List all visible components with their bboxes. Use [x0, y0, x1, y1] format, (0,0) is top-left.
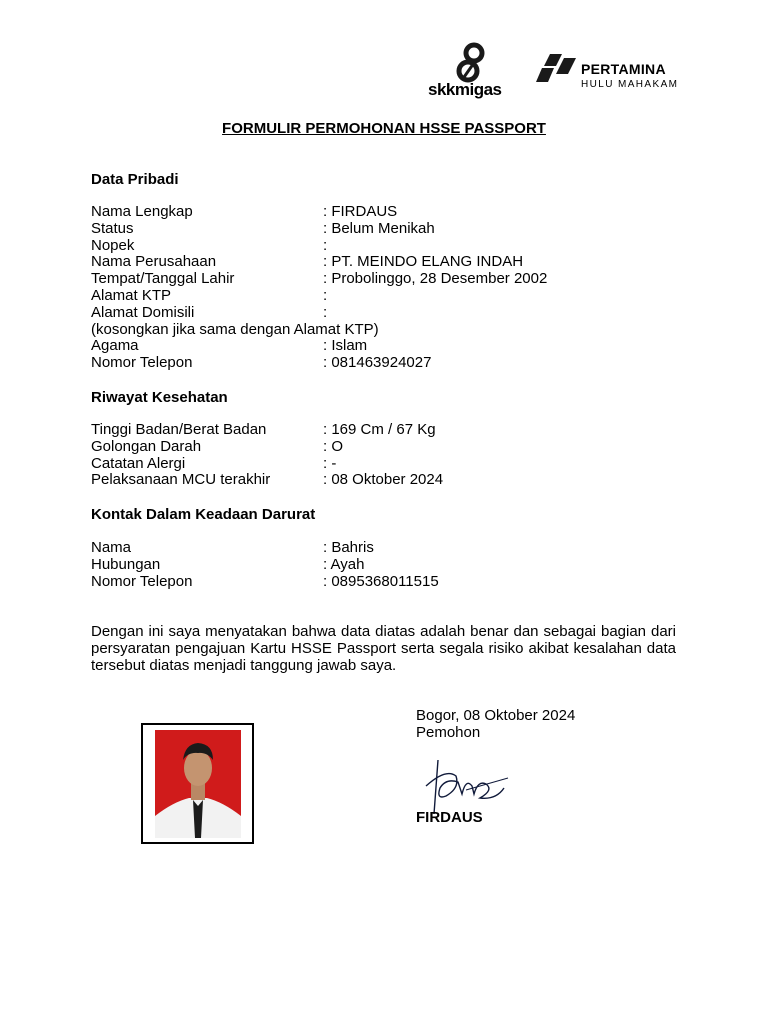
- field-label: Nomor Telepon: [91, 354, 193, 372]
- field-label: Alamat Domisili: [91, 303, 195, 321]
- field-label: Tempat/Tanggal Lahir: [91, 270, 235, 288]
- field-label: Nama Lengkap: [91, 203, 193, 220]
- section-heading: Kontak Dalam Keadaan Darurat: [91, 506, 316, 523]
- field-label: Tinggi Badan/Berat Badan: [91, 421, 267, 438]
- field-row: [91, 355, 691, 372]
- field-row: [91, 456, 691, 473]
- field-row: [91, 439, 691, 456]
- field-value: : Belum Menikah: [323, 219, 435, 237]
- pertamina-subtitle: HULU MAHAKAM: [581, 79, 679, 90]
- signer-role: Pemohon: [416, 723, 481, 741]
- field-value: : O: [323, 437, 344, 455]
- field-label: Alamat KTP: [91, 286, 172, 304]
- declaration-statement: Dengan ini saya menyatakan bahwa data diatas adalah benar dan sebagai bagian dari persyaratan pengajuan Kartu HSSE Passport serta segala risiko akibat kesalahan data tersebut diatas menjadi tanggung jawab saya.: [91, 623, 676, 674]
- person-portrait-icon: [155, 730, 241, 838]
- pertamina-name: PERTAMINA: [581, 61, 666, 77]
- field-label: Status: [91, 219, 134, 237]
- signer-name: FIRDAUS: [416, 809, 483, 826]
- field-row: [91, 574, 691, 591]
- field-row: [91, 238, 691, 255]
- section-heading: Riwayat Kesehatan: [91, 389, 228, 406]
- section-kontak-darurat: [91, 506, 691, 590]
- field-label: Golongan Darah: [91, 437, 202, 455]
- applicant-photo: [155, 730, 241, 838]
- field-note-text: (kosongkan jika sama dengan Alamat KTP): [91, 320, 379, 338]
- field-value: :: [323, 303, 328, 321]
- field-value: : 08 Oktober 2024: [323, 471, 444, 489]
- field-row: [91, 204, 691, 221]
- signature-block: [416, 707, 616, 826]
- field-label: Catatan Alergi: [91, 454, 186, 472]
- applicant-photo-frame: [141, 723, 254, 844]
- field-value: : 169 Cm / 67 Kg: [323, 421, 436, 438]
- handwritten-signature-icon: [416, 748, 516, 818]
- field-value: : -: [323, 454, 337, 472]
- pertamina-mark-icon: [536, 52, 578, 84]
- field-value: :: [323, 286, 328, 304]
- field-value: : Ayah: [323, 555, 365, 573]
- field-row: [91, 557, 691, 574]
- field-value: : FIRDAUS: [323, 203, 398, 220]
- section-riwayat-kesehatan: [91, 389, 691, 489]
- field-value: : 081463924027: [323, 354, 432, 372]
- field-value: :: [323, 236, 328, 254]
- field-value: : Islam: [323, 337, 368, 355]
- field-row: [91, 254, 691, 271]
- field-label: Hubungan: [91, 555, 161, 573]
- skkmigas-wordmark: skkmigas: [428, 80, 502, 99]
- field-row: [91, 540, 691, 557]
- field-row: [91, 472, 691, 489]
- field-value: : Probolinggo, 28 Desember 2002: [323, 270, 548, 288]
- field-row: [91, 288, 691, 305]
- field-row: [91, 422, 691, 439]
- field-row: [91, 221, 691, 238]
- field-value: : 0895368011515: [323, 572, 439, 590]
- field-value: : Bahris: [323, 539, 374, 556]
- field-row: [91, 271, 691, 288]
- field-label: Nama: [91, 539, 132, 556]
- field-row: [91, 338, 691, 355]
- field-row: [91, 305, 691, 322]
- field-label: Nama Perusahaan: [91, 253, 217, 271]
- field-value: : PT. MEINDO ELANG INDAH: [323, 253, 524, 271]
- field-label: Nomor Telepon: [91, 572, 193, 590]
- field-label: Nopek: [91, 236, 135, 254]
- pertamina-logo: [536, 52, 686, 92]
- skkmigas-logo: [426, 42, 522, 100]
- field-label: Pelaksanaan MCU terakhir: [91, 471, 271, 489]
- field-note: [91, 322, 691, 339]
- section-data-pribadi: [91, 171, 691, 372]
- data-pribadi-list: [91, 204, 691, 372]
- field-label: Agama: [91, 337, 139, 355]
- form-title: FORMULIR PERMOHONAN HSSE PASSPORT: [222, 120, 546, 137]
- place-date: Bogor, 08 Oktober 2024: [416, 707, 576, 724]
- section-heading: Data Pribadi: [91, 171, 179, 188]
